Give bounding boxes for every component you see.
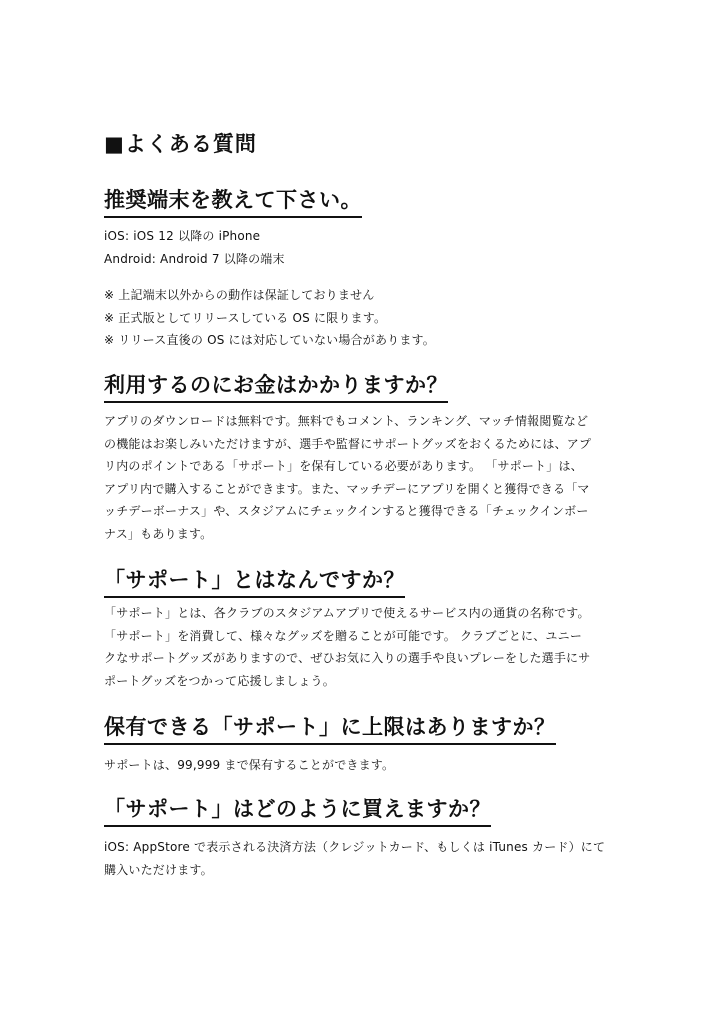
question-recommended-devices: 推奨端末を教えて下さい。 (104, 188, 362, 218)
answer-line: Android: Android 7 以降の端末 (104, 251, 285, 266)
answer-line: iOS: iOS 12 以降の iPhone (104, 229, 261, 243)
answer-line: の機能はお楽しみいただけますが、選手や監督にサポートグッズをおくるためには、アプ (104, 436, 592, 451)
note-line: ※ リリース直後の OS には対応していない場合があります。 (104, 333, 436, 348)
question-support-limit: 保有できる「サポート」に上限はありますか？ (104, 715, 556, 745)
answer-line: アプリのダウンロードは無料です。無料でもコメント、ランキング、マッチ情報閲覧など (104, 414, 589, 428)
answer-line: 「サポート」とは、各クラブのスタジアムアプリで使えるサービス内の通貨の名称です。 (104, 606, 590, 620)
faq-title: ■よくある質問 (104, 132, 257, 156)
answer-line: ナス」もあります。 (104, 526, 213, 541)
note-line: ※ 正式版としてリリースしている OS に限ります。 (104, 310, 387, 325)
answer-line: ポートグッズをつかって応援しましょう。 (104, 673, 335, 688)
answer-line: サポートは、99,999 まで保有することができます。 (104, 758, 395, 772)
answer-line: 「サポート」を消費して、様々なグッズを贈ることが可能です。 クラブごとに、ユニー (104, 628, 583, 643)
answer-line: 購入いただけます。 (104, 862, 213, 877)
answer-line: iOS: AppStore で表示される決済方法（クレジットカード、もしくは iTunes カード）にて (104, 840, 606, 854)
answer-line: アプリ内で購入することができます。また、マッチデーにアプリを開くと獲得できる「マ (104, 481, 590, 496)
answer-cost (104, 410, 624, 546)
question-how-to-buy: 「サポート」はどのように買えますか？ (104, 797, 491, 827)
answer-recommended-devices (104, 225, 624, 352)
answer-line: クなサポートグッズがありますので、ぜひお気に入りの選手や良いプレーをした選手にサ (104, 651, 591, 666)
answer-what-is-support (104, 602, 624, 692)
question-cost: 利用するのにお金はかかりますか？ (104, 373, 448, 403)
question-what-is-support: 「サポート」とはなんですか？ (104, 568, 405, 598)
answer-line: ッチデーボーナス」や、スタジアムにチェックインすると獲得できる「チェックインボー (104, 504, 589, 519)
note-line: ※ 上記端末以外からの動作は保証しておりません (104, 288, 375, 303)
answer-how-to-buy (104, 836, 624, 881)
answer-support-limit (104, 754, 624, 777)
answer-line: リ内のポイントである「サポート」を保有している必要があります。 「サポート」は、 (104, 459, 583, 474)
